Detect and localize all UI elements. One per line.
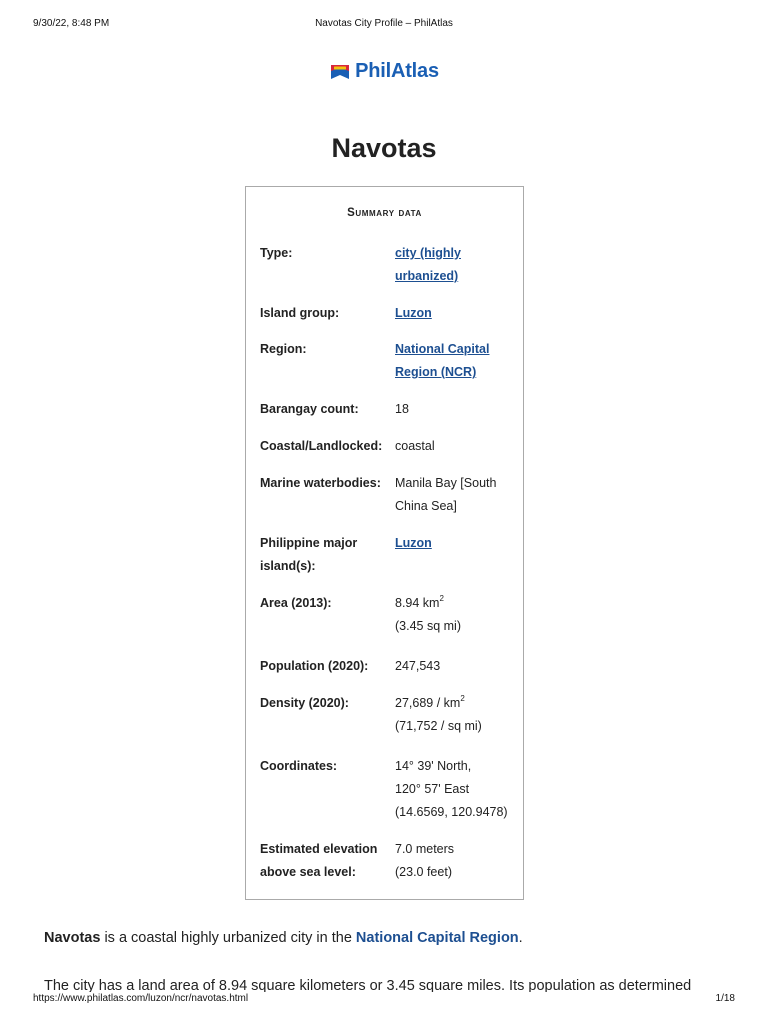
- summary-label: Coordinates:: [260, 759, 338, 773]
- summary-label: Type:: [260, 246, 293, 260]
- summary-value: [395, 655, 515, 678]
- ncr-link[interactable]: National Capital Region: [355, 930, 519, 946]
- summary-value-line: 247,543: [395, 659, 441, 673]
- print-footer: [0, 993, 768, 1024]
- summary-value-line: 7.0 meters: [395, 842, 455, 856]
- summary-value: [395, 692, 515, 738]
- summary-label: Area (2013):: [260, 596, 332, 610]
- intro-subject: Navotas: [44, 930, 101, 946]
- summary-value: [395, 838, 515, 884]
- summary-value-line: 27,689 / km: [395, 696, 461, 710]
- superscript: 2: [460, 694, 465, 703]
- summary-value: [395, 592, 515, 638]
- summary-value-line: 8.94 km: [395, 596, 440, 610]
- summary-value: [395, 472, 515, 518]
- summary-value-line: China Sea]: [395, 499, 457, 513]
- summary-value-line[interactable]: urbanized): [395, 269, 459, 283]
- summary-value[interactable]: [395, 242, 515, 288]
- summary-value-line: (14.6569, 120.9478): [395, 805, 508, 819]
- print-url: https://www.philatlas.com/luzon/ncr/navotas.html: [33, 993, 249, 1004]
- summary-value-line[interactable]: Luzon: [395, 306, 432, 320]
- summary-value[interactable]: [395, 302, 515, 325]
- intro-paragraph: [44, 930, 744, 946]
- summary-value-link[interactable]: [395, 246, 461, 283]
- logo-text: PhilAtlas: [355, 60, 439, 82]
- philatlas-flag-icon: [329, 61, 351, 83]
- summary-label: Region:: [260, 342, 307, 356]
- summary-value-line[interactable]: city (highly: [395, 246, 461, 260]
- summary-value-line[interactable]: National Capital: [395, 342, 490, 356]
- summary-value: [395, 435, 515, 458]
- page-title: Navotas: [331, 133, 437, 163]
- summary-value-line[interactable]: Luzon: [395, 536, 432, 550]
- summary-value-link[interactable]: [395, 536, 432, 550]
- intro-text: is a coastal highly urbanized city in the: [100, 930, 356, 946]
- summary-value-line: 120° 57' East: [395, 782, 470, 796]
- print-document-title: Navotas City Profile – PhilAtlas: [315, 18, 453, 29]
- summary-value-line: Manila Bay [South: [395, 476, 497, 490]
- summary-label: Island group:: [260, 306, 340, 320]
- print-page-number: 1/18: [715, 993, 735, 1004]
- summary-caption: Summary data: [347, 207, 422, 219]
- intro-text-end: .: [518, 930, 523, 946]
- summary-value-line: (3.45 sq mi): [395, 619, 461, 633]
- summary-value-line: (71,752 / sq mi): [395, 719, 482, 733]
- summary-value-line: (23.0 feet): [395, 865, 452, 879]
- summary-value-link[interactable]: [395, 306, 432, 320]
- summary-label: Coastal/Landlocked:: [260, 439, 383, 453]
- superscript: 2: [439, 594, 444, 603]
- summary-label: Density (2020):: [260, 696, 349, 710]
- summary-label: Barangay count:: [260, 402, 359, 416]
- summary-value-line: coastal: [395, 439, 435, 453]
- summary-label: Population (2020):: [260, 659, 369, 673]
- summary-label: Philippine major island(s):: [260, 536, 358, 573]
- summary-value: [395, 755, 515, 824]
- summary-value-line: 14° 39' North,: [395, 759, 472, 773]
- summary-value: [395, 398, 515, 421]
- philatlas-logo[interactable]: [0, 60, 768, 83]
- next-paragraph-cut: The city has a land area of 8.94 square kilometers or 3.45 square miles. Its population as determined: [44, 978, 692, 992]
- summary-value-line: 18: [395, 402, 409, 416]
- summary-label: Estimated elevation above sea level:: [260, 842, 378, 879]
- summary-label: Marine waterbodies:: [260, 476, 381, 490]
- print-datetime: 9/30/22, 8:48 PM: [33, 18, 110, 29]
- summary-value[interactable]: [395, 532, 515, 555]
- summary-value-link[interactable]: [395, 342, 489, 379]
- summary-value[interactable]: [395, 338, 515, 384]
- summary-value-line[interactable]: Region (NCR): [395, 365, 477, 379]
